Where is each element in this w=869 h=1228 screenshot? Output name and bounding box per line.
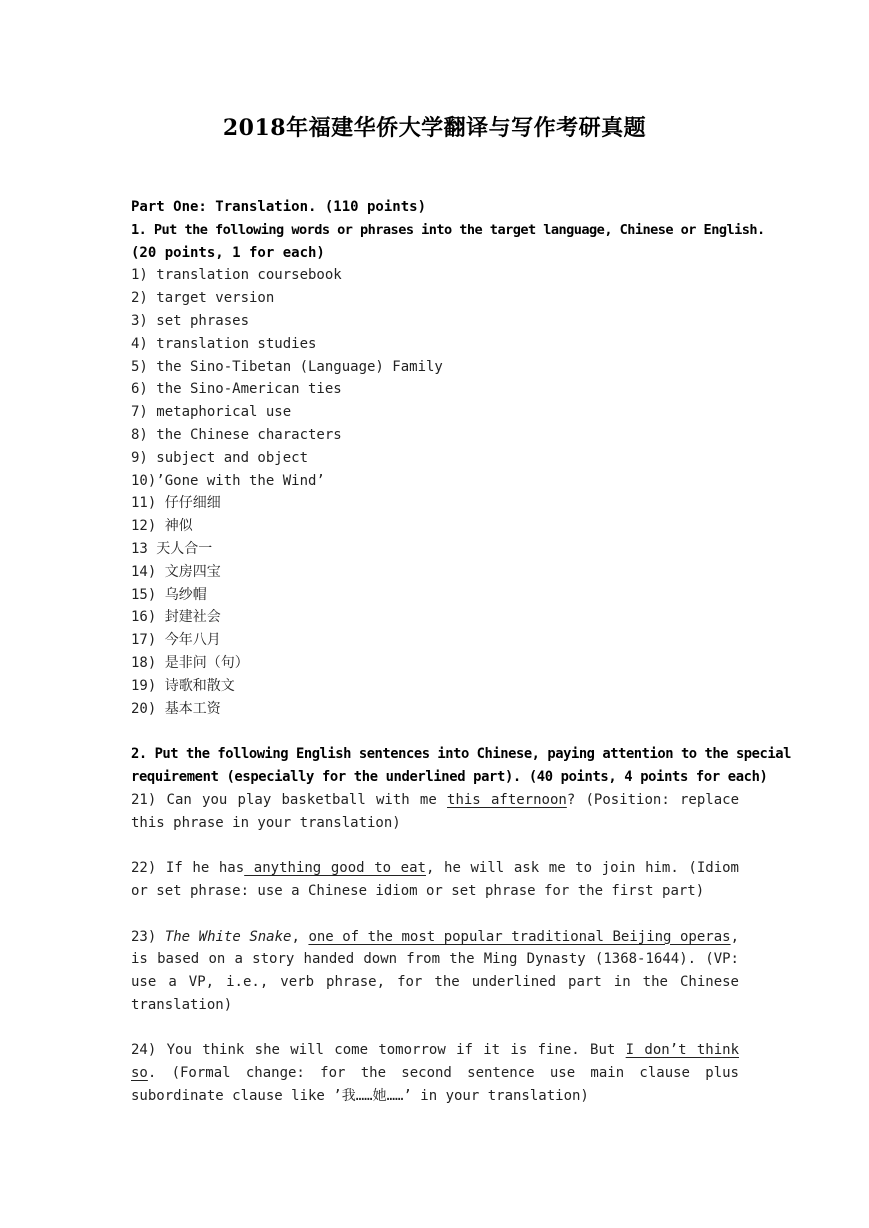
list-item: 14) 文房四宝 (131, 563, 221, 580)
list-item: 18) 是非问（句） (131, 654, 249, 671)
list-item: 3) set phrases (131, 312, 250, 329)
section2-heading-line1: 2. Put the following English sentences into Chinese, paying attention to the special (131, 746, 791, 763)
list-item: 5) the Sino-Tibetan (Language) Family (131, 358, 443, 375)
section1-heading-line2: (20 points, 1 for each) (131, 244, 325, 261)
list-item: 8) the Chinese characters (131, 426, 342, 443)
section1-item-list (131, 264, 739, 720)
list-item: 4) translation studies (131, 335, 317, 352)
list-item: 7) metaphorical use (131, 404, 292, 421)
question-text: 23) (131, 928, 165, 945)
spacer (131, 720, 739, 743)
list-item: 9) subject and object (131, 449, 309, 466)
section2-heading-line2: requirement (especially for the underlined part). (40 points, 4 points for each) (131, 768, 768, 785)
question-23 (131, 926, 739, 1017)
question-text: 22) If he has (131, 860, 245, 877)
list-item: 15) 乌纱帽 (131, 586, 207, 603)
list-item: 10)’Gone with the Wind’ (131, 472, 325, 489)
part-one-heading: Part One: Translation. (110 points) (131, 199, 427, 215)
spacer (131, 1017, 739, 1040)
list-item: 12) 神似 (131, 518, 193, 535)
question-text: 21) Can you play basketball with me (131, 791, 448, 808)
list-item: 20) 基本工资 (131, 700, 221, 717)
list-item: 17) 今年八月 (131, 632, 221, 649)
list-item: 16) 封建社会 (131, 609, 221, 626)
underlined-phrase: I don’t think so (131, 1042, 740, 1082)
list-item: 6) the Sino-American ties (131, 381, 342, 398)
document-body (131, 196, 791, 1108)
list-item: 13 天人合一 (131, 540, 213, 557)
question-22 (131, 857, 739, 903)
question-text: ? (Position: replace this phrase in your translation) (131, 791, 739, 831)
question-text: , he will ask me to join him. (Idiom or set phrase: use a Chinese idiom or set phrase for the first part) (131, 860, 739, 899)
question-24 (131, 1039, 739, 1107)
spacer (131, 834, 739, 857)
list-item: 11) 仔仔细细 (131, 495, 221, 512)
question-21 (131, 789, 739, 835)
document-title: 2018年福建华侨大学翻译与写作考研真题 (222, 115, 647, 141)
underlined-phrase: this afternoon (447, 791, 567, 808)
question-text: . (Formal change: for the second sentence use main clause plus subordinate clause like ’我……她……’ in your translation) (131, 1065, 739, 1105)
spacer (131, 903, 739, 926)
underlined-phrase: anything good to eat (244, 860, 426, 877)
question-text: , is based on a story handed down from the Ming Dynasty (1368-1644). (VP: use a VP, i.e., verb phrase, for the underlined part in the Chinese translation) (131, 928, 740, 1013)
question-text: , (291, 928, 309, 945)
list-item: 2) target version (131, 290, 275, 307)
list-item: 19) 诗歌和散文 (131, 677, 235, 694)
list-item: 1) translation coursebook (131, 267, 342, 284)
italic-title: The White Snake (164, 928, 292, 945)
section1-heading-line1: 1. Put the following words or phrases into the target language, Chinese or English. (131, 221, 765, 238)
question-text: 24) You think she will come tomorrow if it is fine. But (131, 1042, 626, 1059)
underlined-phrase: one of the most popular traditional Beijing operas (308, 928, 731, 945)
